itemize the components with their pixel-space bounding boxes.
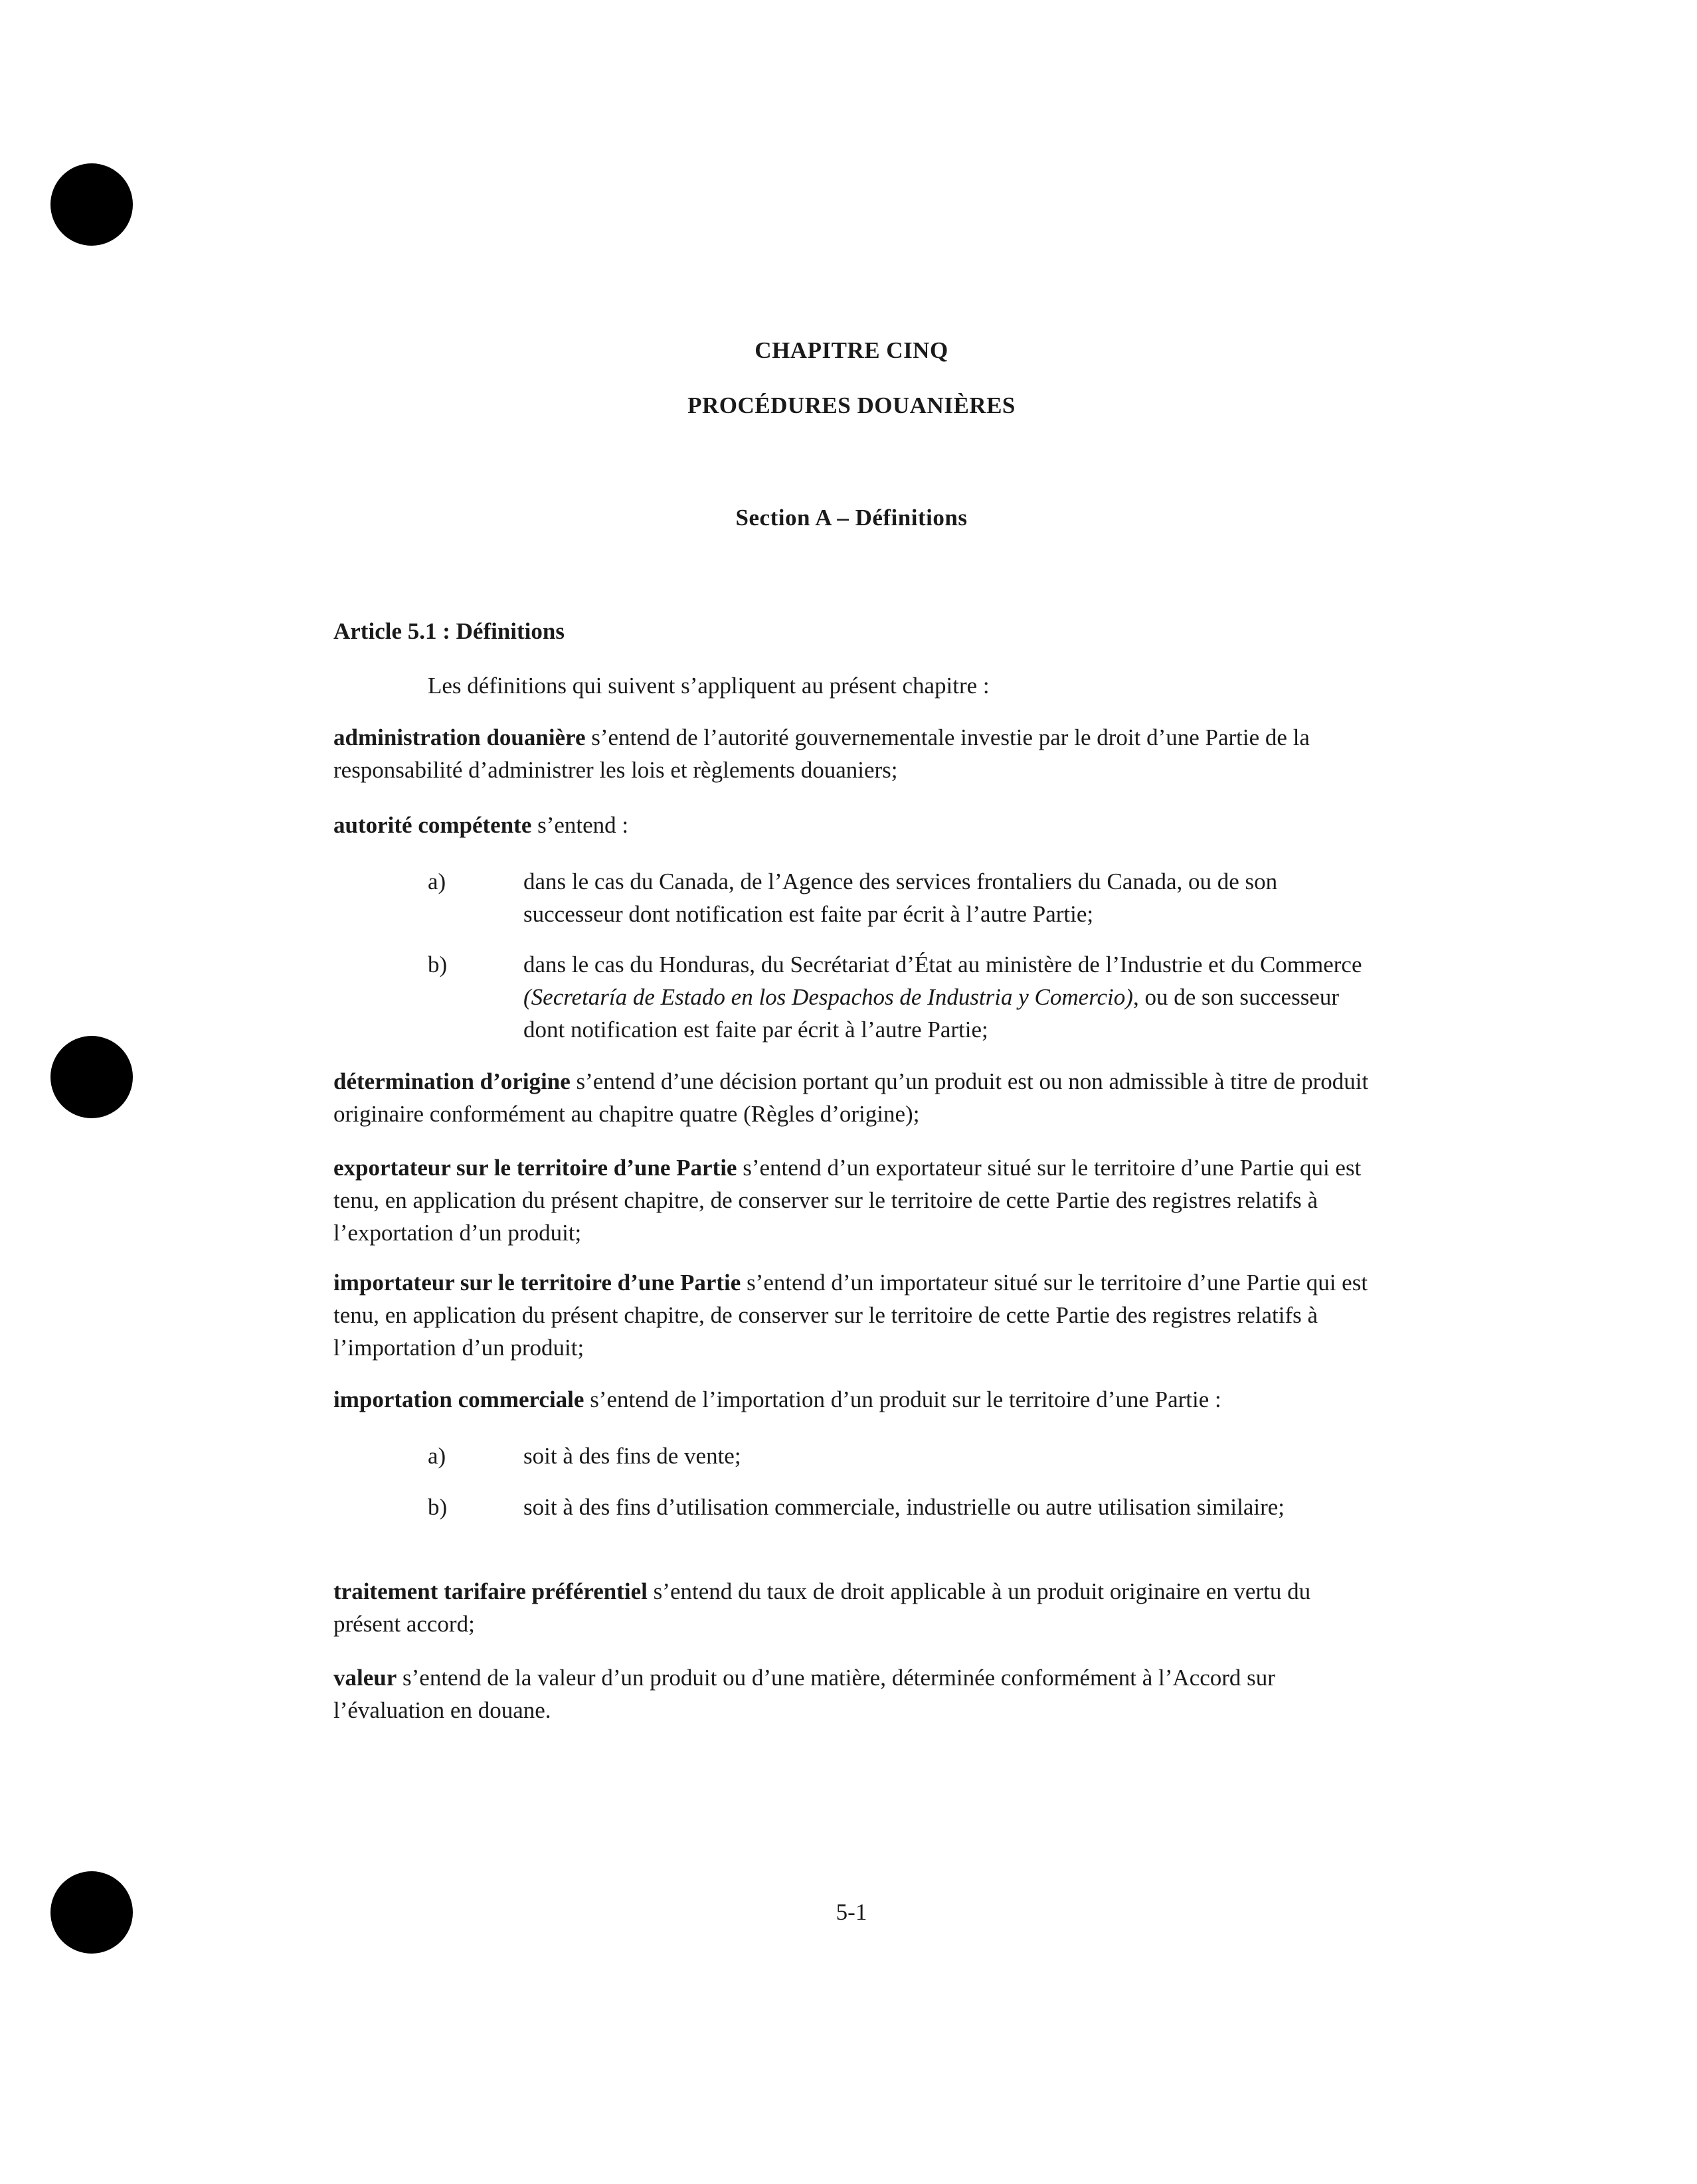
definition-text: s’entend du taux de droit applicable à un produit originaire en vertu du présent accord; — [333, 1578, 1311, 1637]
definition-term: traitement tarifaire préférentiel — [333, 1578, 648, 1604]
definition-term: importateur sur le territoire d’une Partie — [333, 1270, 741, 1296]
definition-valeur — [333, 1661, 1370, 1726]
definition-importateur — [333, 1266, 1370, 1364]
definition-term: importation commerciale — [333, 1386, 584, 1412]
definition-importation-commerciale — [333, 1383, 1370, 1416]
article-title — [333, 615, 1370, 647]
list-item-text: soit à des fins d’utilisation commerciale, industrielle ou autre utilisation similaire; — [523, 1494, 1285, 1520]
page-number: 5-1 — [836, 1899, 867, 1925]
definition-term: exportateur sur le territoire d’une Partie — [333, 1155, 737, 1181]
definition-determination-origine — [333, 1065, 1370, 1130]
definition-term: détermination d’origine — [333, 1068, 571, 1094]
definition-autorite-competente — [333, 809, 1370, 841]
binder-hole-bottom — [50, 1871, 133, 1954]
list-item-text: dans le cas du Canada, de l’Agence des services frontaliers du Canada, ou de son successeur dont notification est faite par écrit à l’autre Partie; — [523, 869, 1278, 927]
definition-term: autorité compétente — [333, 812, 532, 838]
definition-administration-douaniere — [333, 721, 1370, 786]
list-item-label: a) — [428, 869, 446, 894]
definition-exportateur — [333, 1151, 1370, 1249]
chapter-heading: CHAPITRE CINQ — [755, 337, 948, 363]
definition-text: s’entend d’un exportateur situé sur le territoire d’une Partie qui est tenu, en application du présent chapitre, de conserver sur le territoire de cette Partie des registres relatifs à l’exportation d’un produit; — [333, 1155, 1362, 1246]
definition-text: s’entend d’un importateur situé sur le territoire d’une Partie qui est tenu, en application du présent chapitre, de conserver sur le territoire de cette Partie des registres relatifs à l’importation d’un produit; — [333, 1270, 1368, 1361]
spanish-name: (Secretaría de Estado en los Despachos de Industria y Comercio) — [523, 984, 1133, 1010]
definition-text: s’entend de la valeur d’un produit ou d’une matière, déterminée conformément à l’Accord sur l’évaluation en douane. — [333, 1665, 1275, 1723]
binder-hole-middle — [50, 1036, 133, 1118]
list-item-text-part: dans le cas du Honduras, du Secrétariat d’État au ministère de l’Industrie et du Commerce — [523, 952, 1362, 977]
chapter-title: PROCÉDURES DOUANIÈRES — [687, 392, 1016, 418]
binder-hole-top — [50, 163, 133, 246]
list-item-text — [523, 948, 1380, 1046]
list-item-label: a) — [428, 1443, 446, 1469]
definition-traitement-tarifaire — [333, 1575, 1370, 1640]
definition-text: s’entend de l’importation d’un produit sur le territoire d’une Partie : — [584, 1386, 1221, 1412]
list-item-label: b) — [428, 1494, 448, 1520]
definition-text: s’entend : — [531, 812, 629, 838]
article-intro: Les définitions qui suivent s’appliquent au présent chapitre : — [428, 673, 990, 699]
definition-term: valeur — [333, 1665, 397, 1691]
list-item-text-part: , ou de son successeur dont notification est faite par écrit à l’autre Partie; — [523, 984, 1339, 1043]
article-title-text: Article 5.1 : Définitions — [333, 618, 565, 644]
section-heading: Section A – Définitions — [735, 505, 968, 531]
list-item-label: b) — [428, 952, 448, 977]
list-item-text: soit à des fins de vente; — [523, 1443, 741, 1469]
definition-term: administration douanière — [333, 724, 586, 750]
definition-text: s’entend de l’autorité gouvernementale investie par le droit d’une Partie de la responsabilité d’administrer les lois et règlements douaniers; — [333, 724, 1310, 783]
definition-text: s’entend d’une décision portant qu’un produit est ou non admissible à titre de produit originaire conformément au chapitre quatre (Règles d’origine); — [333, 1068, 1369, 1127]
